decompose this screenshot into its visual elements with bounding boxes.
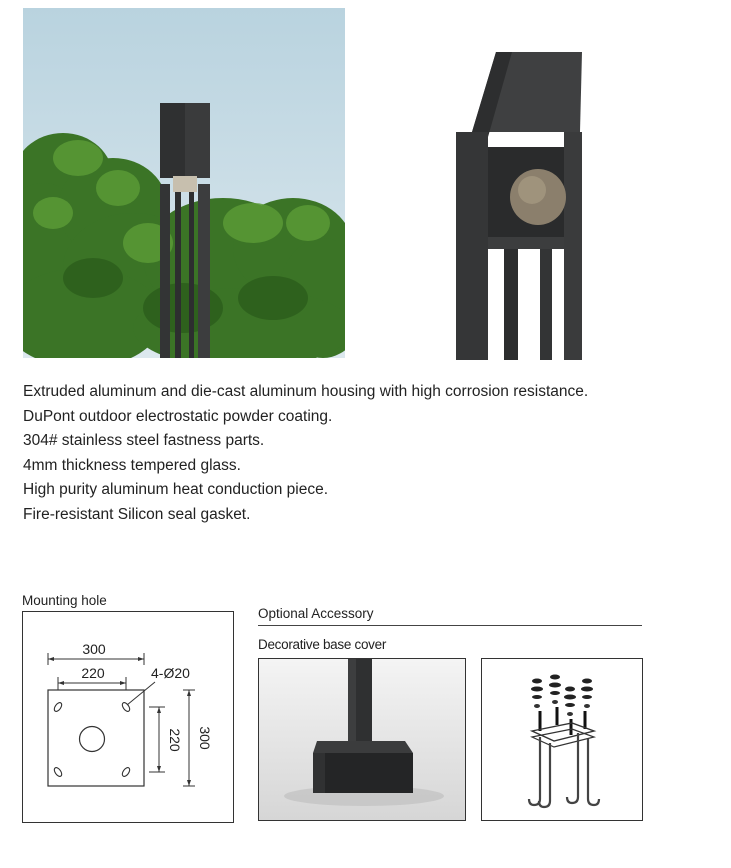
outdoor-photo-image (23, 8, 345, 358)
feature-list (23, 380, 588, 528)
mounting-hole-diagram (22, 611, 234, 823)
feature-item: DuPont outdoor electrostatic powder coating. (23, 407, 333, 425)
dim-outer-label: 300 (82, 641, 106, 657)
dim-vertical-inner-label: 220 (167, 728, 183, 752)
feature-item: High purity aluminum heat conduction piece. (23, 481, 329, 499)
decorative-base-cover-title: Decorative base cover (258, 637, 387, 652)
base-cover-image (259, 659, 465, 820)
anchor-bolt-drawing (481, 658, 643, 821)
divider (258, 625, 642, 626)
mounting-hole-drawing (23, 612, 233, 822)
optional-accessory-title: Optional Accessory (258, 606, 374, 621)
dim-vertical-outer-label: 300 (197, 726, 213, 750)
product-photo-outdoor (23, 8, 345, 358)
closeup-photo-image (452, 52, 582, 360)
product-photo-closeup (452, 52, 582, 360)
feature-item: Fire-resistant Silicon seal gasket. (23, 505, 251, 523)
feature-item: Extruded aluminum and die-cast aluminum housing with high corrosion resistance. (23, 383, 589, 400)
dim-holes-label: 4-Ø20 (151, 665, 190, 681)
dim-inner-label: 220 (81, 665, 105, 681)
feature-item: 4mm thickness tempered glass. (23, 456, 241, 474)
base-cover-photo (258, 658, 466, 821)
anchor-bolt-image (482, 659, 642, 820)
mounting-hole-title: Mounting hole (22, 593, 107, 608)
feature-item: 304# stainless steel fastness parts. (23, 432, 265, 450)
